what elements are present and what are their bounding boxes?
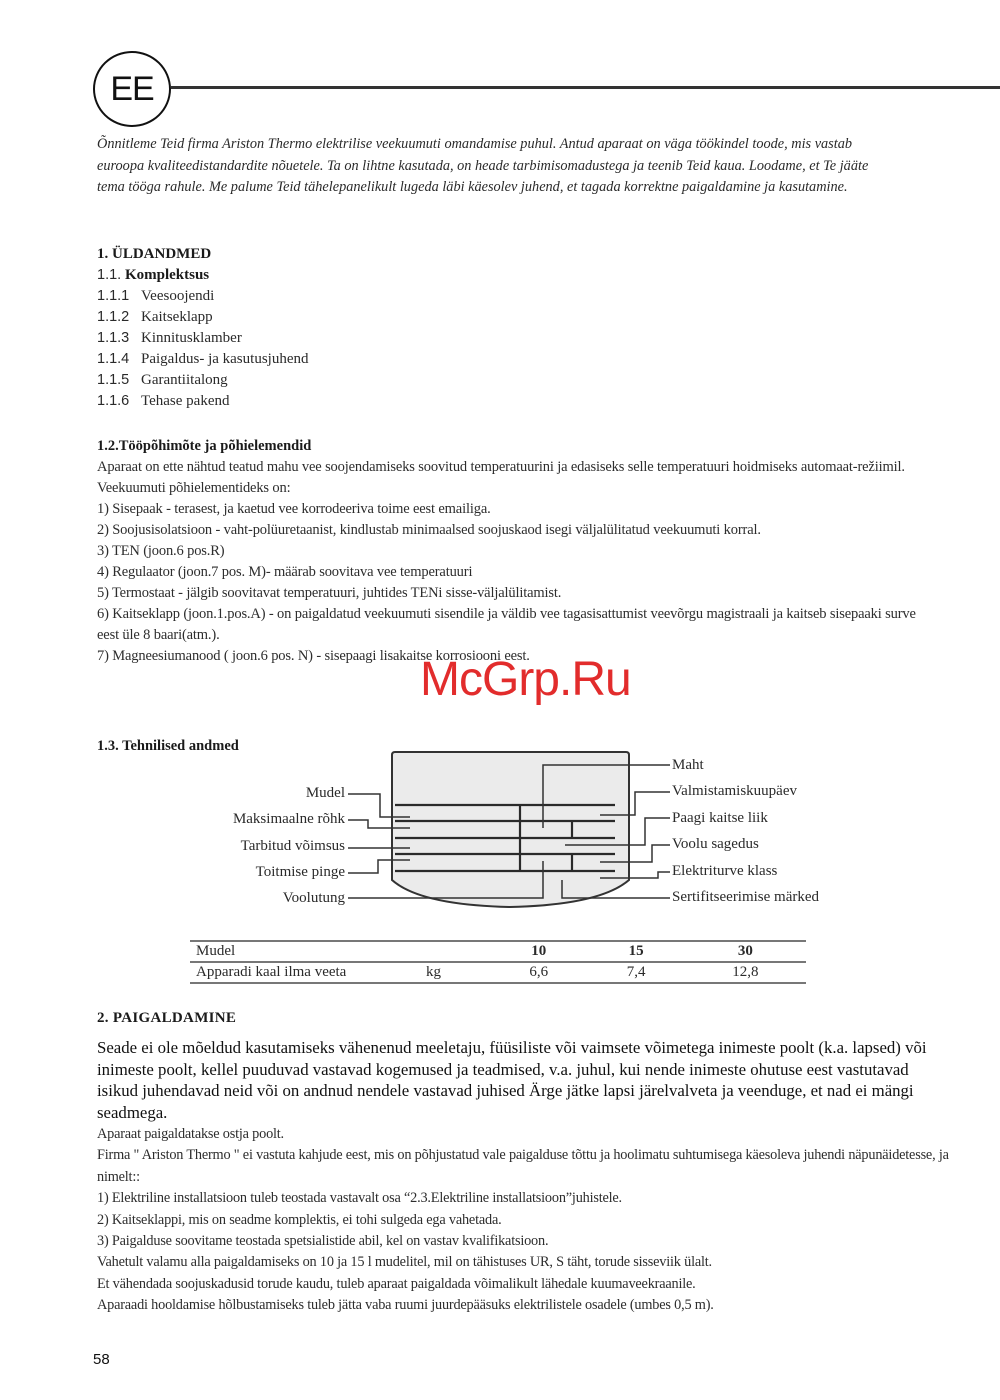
list-item [97,349,308,370]
item-number: 1.1.6 [97,393,130,409]
table-cell: 12,8 [685,962,806,983]
paragraph-line: 2) Soojusisolatsioon - vaht-polüuretaanist, kindlustab minimaalsed soojuskaod isegi väljalülitatud veekuumuti korral. [97,522,761,538]
table-cell: 6,6 [490,962,587,983]
paragraph-line: 3) TEN (joon.6 pos.R) [97,543,225,559]
header-cell: 30 [685,941,806,962]
safety-warning-paragraph: Seade ei ole mõeldud kasutamiseks vähenenud meeletaju, füüsiliste või vaimsete võimetega inimeste poolt (k.a. lapsed) või inimeste poolt, kellel puuduvad vastavad kogemused ja teadmised, v.a. juhul, kui nende inimeste ohutuse eest vastutavad isikud juhendavad neid või on andnud nendele vastavad juhised Ärge jätke lapsi järelvalveta ja veenduge, et nad ei mängi seadmega. [97,1038,927,1122]
label-certification-marks: Sertifitseerimise märked [672,889,820,905]
header-cell: Mudel [190,941,420,962]
section-general-data [97,244,308,412]
section-title: 1.2.Tööpõhimõte ja põhielemendid [97,438,312,454]
header-cell [420,941,490,962]
label-max-pressure: Maksimaalne rõhk [232,811,345,827]
paragraph-line: Aparaadi hooldamise hõlbustamiseks tuleb jätta vaba ruumi juurdepääsuks elektrilistele osadele (umbes 0,5 m). [97,1297,714,1314]
rating-plate-illustration [0,740,1000,920]
section-title-installation: 2. PAIGALDAMINE [97,1010,237,1026]
label-manufacture-date: Valmistamiskuupäev [672,783,797,799]
item-number: 1.1.4 [97,351,130,367]
label-tank-protection: Paagi kaitse liik [672,810,768,826]
label-supply-voltage: Toitmise pinge [255,864,345,880]
item-label: Garantiitalong [141,372,228,388]
intro-paragraph: Õnnitleme Teid firma Ariston Thermo elektrilise veekuumuti omandamise puhul. Antud aparaat on väga töökindel toode, mis vastab euroopa kvaliteedistandardite nõuetele. Ta on lihtne kasutada, on heade tarbimisomadustega ja teenib Teid kaua. Loodame, et Te jääte tema tööga rahule. Me palume Teid tähelepanelikult lugeda läbi käesolev juhend, et tagada korrektne paigaldamine ja kasutamine. [97,136,869,195]
list-item [97,286,308,307]
label-model: Mudel [305,785,345,801]
paragraph-line: Veekuumuti põhielementideks on: [97,480,291,496]
label-frequency: Voolu sagedus [672,836,759,852]
watermark: McGrp.Ru [420,653,631,706]
paragraph-line: 1) Sisepaak - terasest, ja kaetud vee korrodeeriva toime eest emailiga. [97,501,491,517]
list-item [97,391,308,412]
list-item [97,328,308,349]
paragraph-line: Et vähendada soojuskadusid torude kaudu, tuleb aparaat paigaldada võimalikult lähedale kuumaveekraanile. [97,1275,696,1292]
paragraph-line: 3) Paigalduse soovitame teostada spetsialistide abil, kel on vastav kvalifikatsioon. [97,1233,549,1250]
item-number: 1.1.1 [97,288,130,304]
subsection-label: Komplektsus [124,267,210,283]
installation-instructions [97,1124,977,1317]
paragraph-line: Vahetult valamu alla paigaldamiseks on 10 ja 15 l mudelitel, mil on tähistuses UR, S täht, torude sisseviik ülalt. [97,1254,712,1271]
label-capacity: Maht [672,757,704,773]
header-cell: 15 [587,941,684,962]
header-rule [171,86,1000,89]
subsection-number: 1.1. [97,267,122,283]
list-item [97,370,308,391]
item-label: Tehase pakend [141,393,230,409]
section-operating-principle [97,436,917,667]
item-label: Kinnitusklamber [141,330,242,346]
section-title-technical-data: 1.3. Tehnilised andmed [97,738,239,754]
item-label: Veesoojendi [141,288,215,304]
paragraph-line: 6) Kaitseklapp (joon.1.pos.A) - on paigaldatud veekuumuti sisendile ja väldib vee tagasisattumist veevõrgu magistraali ja kaitseb sisepaaki surve eest üle 8 baari(atm.). [97,606,916,643]
item-number: 1.1.5 [97,372,130,388]
label-current: Voolutung [282,890,345,906]
paragraph-line: Firma " Ariston Thermo " ei vastuta kahjude eest, mis on põhjustatud vale paigalduse tõttu ja hoolimatu suhtumisega käesoleva juhendi näpunäidetesse, ja nimelt:: [97,1147,949,1185]
country-code: EE [110,69,154,108]
label-power-consumption: Tarbitud võimsus [240,838,345,854]
list-item [97,307,308,328]
paragraph-line: 7) Magneesiumanood ( joon.6 pos. N) - sisepaagi lisakaitse korrosiooni eest. [97,648,530,664]
label-electrical-class: Elektriturve klass [672,863,778,879]
table-cell: Apparadi kaal ilma veeta [190,962,420,983]
item-label: Kaitseklapp [141,309,213,325]
paragraph-line: Aparaat paigaldatakse ostja poolt. [97,1126,284,1142]
header-cell: 10 [490,941,587,962]
table-header-row [190,941,806,962]
table-row [190,962,806,983]
paragraph-line: 1) Elektriline installatsioon tuleb teostada vastavalt osa “2.3.Elektriline installatsioon”juhistele. [97,1190,622,1207]
page-number: 58 [93,1351,110,1368]
item-number: 1.1.3 [97,330,130,346]
item-number: 1.1.2 [97,309,130,325]
paragraph-line: Aparaat on ette nähtud teatud mahu vee soojendamiseks soovitud temperatuurini ja edasiseks selle temperatuuri hoidmiseks automaat-režiimil. [97,459,905,475]
paragraph-line: 2) Kaitseklappi, mis on seadme komplektis, ei tohi sulgeda ega vahetada. [97,1211,502,1228]
weight-table [190,940,806,984]
subsection-title [97,265,308,286]
item-label: Paigaldus- ja kasutusjuhend [141,351,309,367]
table-cell: 7,4 [587,962,684,983]
section-title: 1. ÜLDANDMED [97,246,212,262]
country-badge-ee [93,51,171,127]
rating-plate-diagram [0,740,1000,920]
paragraph-line: 4) Regulaator (joon.7 pos. M)- määrab soovitava vee temperatuuri [97,564,473,580]
paragraph-line: 5) Termostaat - jälgib soovitavat temperatuuri, juhtides TENi sisse-väljalülitamist. [97,585,562,601]
table-cell: kg [420,962,490,983]
